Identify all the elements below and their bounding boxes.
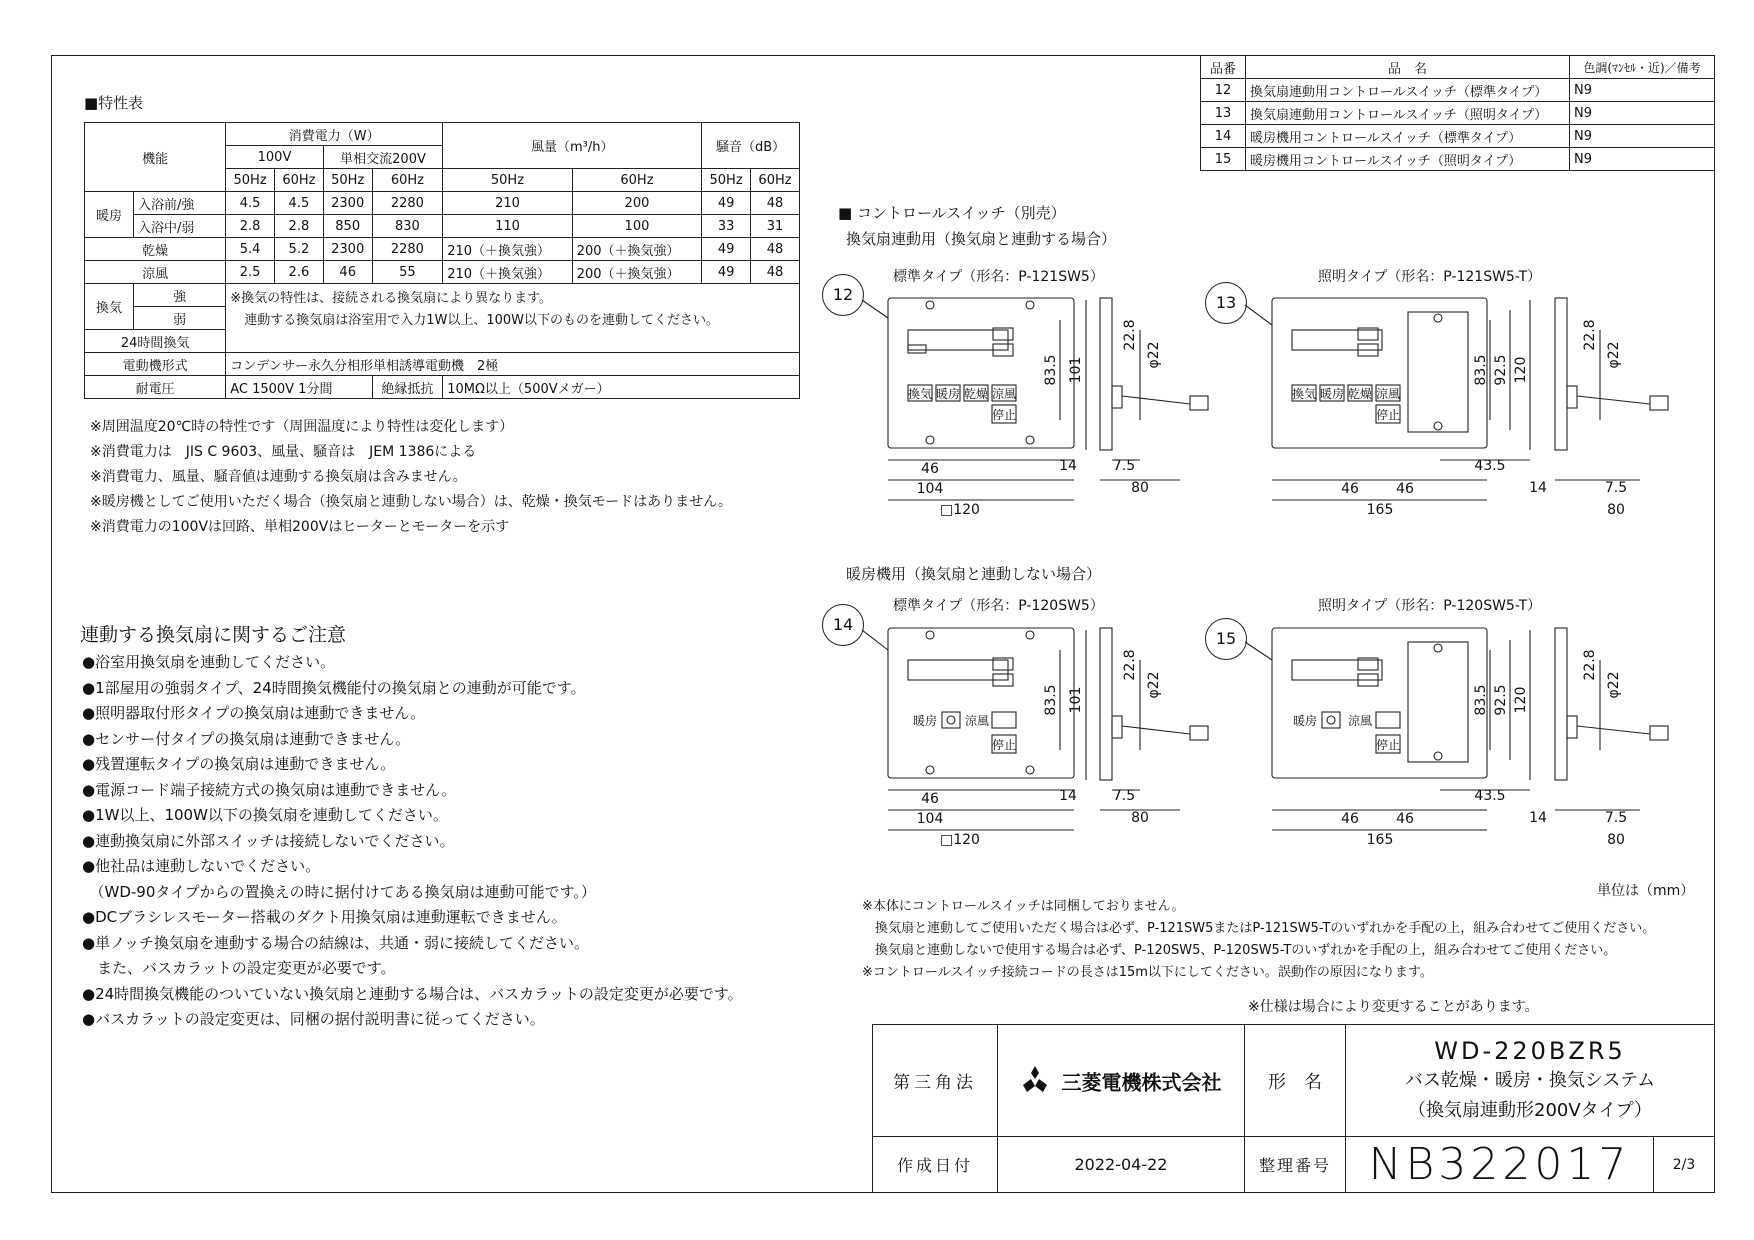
caution-item: ●1W以上、100W以下の換気扇を連動してください。 <box>82 806 448 824</box>
caution-item: ●他社品は連動しないでください。 <box>82 857 321 875</box>
spec-cell: 2280 <box>372 192 443 215</box>
heater-label-15: 暖房 <box>1292 714 1318 728</box>
spec-change-note: ※仕様は場合により変更することがあります。 <box>1248 999 1539 1015</box>
dim-phi22: φ22 <box>1146 341 1162 369</box>
vent-note-2: 連動する換気扇は浴室用で入力1W以上、100W以下のものを連動してください。 <box>244 313 719 328</box>
spec-note: ※周囲温度20℃時の特性です（周囲温度により特性は変化します） <box>90 419 514 435</box>
callout-13: 13 <box>1205 282 1247 324</box>
vent-strong: 強 <box>134 284 226 307</box>
drawing-note: 換気扇と連動しないで使用する場合は必ず、P-120SW5、P-120SW5-Tのいずれかを手配の上，組み合わせてご使用ください。 <box>862 943 1617 958</box>
spec-mode: 涼風 <box>85 261 226 284</box>
callout-14: 14 <box>822 604 864 646</box>
dim-43-5: 43.5 <box>1474 788 1506 804</box>
motor-label: 電動機形式 <box>85 353 226 376</box>
btn-dry-13: 乾燥 <box>1347 387 1373 401</box>
caution-item: （WD-90タイプからの置換えの時に据付けてある換気扇は連動可能です。） <box>82 882 596 901</box>
dim-46: 46 <box>1341 481 1359 497</box>
dim-46: 46 <box>1341 811 1359 827</box>
hz-cell: 50Hz <box>226 169 275 192</box>
dim-104: 104 <box>916 481 944 497</box>
dim-22-8: 22.8 <box>1582 319 1598 351</box>
spec-cell: 55 <box>372 261 443 284</box>
parts-head-no: 品番 <box>1201 56 1246 79</box>
dim-165: 165 <box>1366 832 1394 848</box>
dim-14: 14 <box>1529 480 1547 496</box>
btn-vent-13: 換気 <box>1291 387 1317 401</box>
dim-165: 165 <box>1366 502 1394 518</box>
spec-cell: 49 <box>702 192 751 215</box>
model-label: 形 名 <box>1245 1025 1346 1137</box>
vent-label: 換気 <box>85 284 134 330</box>
dim-120: □120 <box>940 832 980 848</box>
dim-83-5: 83.5 <box>1043 354 1059 386</box>
label-std14: 標準タイプ（形名：P-120SW5） <box>893 598 1104 614</box>
parts-color: N9 <box>1570 102 1715 125</box>
btn-heat-12: 暖房 <box>935 387 961 401</box>
spec-note: ※消費電力、風量、騒音値は連動する換気扇は含みません。 <box>90 469 467 485</box>
voltage-label: 耐電圧 <box>85 376 226 399</box>
hz-cell: 50Hz <box>323 169 372 192</box>
caution-title: 連動する換気扇に関するご注意 <box>80 624 347 646</box>
caution-item: ●単ノッチ換気扇を連動する場合の結線は、共通・弱に接続してください。 <box>82 933 590 952</box>
dim-46: 46 <box>1396 481 1414 497</box>
spec-cell: 4.5 <box>226 192 275 215</box>
btn-cool-13: 涼風 <box>1375 387 1401 401</box>
dim-14: 14 <box>1059 788 1077 804</box>
label-lit13: 照明タイプ（形名：P-121SW5-T） <box>1318 269 1542 285</box>
dim-101: 101 <box>1068 356 1084 384</box>
spec-cell: 5.2 <box>275 238 324 261</box>
hz-cell: 60Hz <box>751 169 800 192</box>
spec-cell: 2.6 <box>275 261 324 284</box>
dim-92-5: 92.5 <box>1493 684 1509 716</box>
spec-mode: 乾燥 <box>85 238 226 261</box>
spec-cell: 200（＋換気強） <box>572 261 701 284</box>
spec-cell: 210（＋換気強） <box>443 261 572 284</box>
cool-label-14: 涼風 <box>964 714 990 728</box>
spec-cell: 110 <box>443 215 572 238</box>
motor-value: コンデンサー永久分相形単相誘導電動機 2極 <box>226 353 800 376</box>
dim-46: 46 <box>921 791 939 807</box>
hz-cell: 50Hz <box>702 169 751 192</box>
dim-43-5: 43.5 <box>1474 458 1506 474</box>
caution-item: ●DCブラシレスモーター搭載のダクト用換気扇は連動運転できません。 <box>82 908 567 926</box>
spec-head-airflow: 風量（m³/h） <box>443 123 702 169</box>
drawing-notes <box>862 896 1655 984</box>
btn-dry-12: 乾燥 <box>963 387 989 401</box>
spec-cell: 200（＋換気強） <box>572 238 701 261</box>
page-number: 2/3 <box>1654 1137 1715 1193</box>
spec-head-function: 機能 <box>85 123 226 192</box>
caution-item: ●浴室用換気扇を連動してください。 <box>82 653 336 671</box>
btn-heat-13: 暖房 <box>1319 387 1345 401</box>
drawing-number: NB322017 <box>1346 1137 1654 1193</box>
caution-item: ●24時間換気機能のついていない換気扇と連動する場合は、バスカラットの設定変更が必要です。 <box>82 984 743 1003</box>
dim-92-5: 92.5 <box>1493 354 1509 386</box>
dim-46: 46 <box>921 461 939 477</box>
projection-label: 第三角法 <box>873 1025 998 1137</box>
spec-cell: 830 <box>372 215 443 238</box>
heater-label-14: 暖房 <box>912 714 938 728</box>
dim-80: 80 <box>1131 810 1149 826</box>
title-block <box>872 1024 1715 1193</box>
parts-name: 暖房機用コントロールスイッチ（照明タイプ） <box>1246 148 1570 171</box>
spec-section-title: ■特性表 <box>84 94 144 112</box>
insulation-value: 10MΩ以上（500Vメガー） <box>443 376 800 399</box>
drawings-title: ■ コントロールスイッチ（別売） <box>838 204 1066 222</box>
dim-120: 120 <box>1513 686 1529 714</box>
spec-cell: 850 <box>323 215 372 238</box>
heater-title: 暖房機用（換気扇と連動しない場合） <box>846 565 1102 583</box>
label-lit15: 照明タイプ（形名：P-120SW5-T） <box>1318 598 1542 614</box>
caution-item: ●電源コード端子接続方式の換気扇は連動できません。 <box>82 780 456 799</box>
parts-name: 換気扇連動用コントロールスイッチ（標準タイプ） <box>1246 79 1570 102</box>
vent-weak: 弱 <box>134 307 226 330</box>
parts-color: N9 <box>1570 148 1715 171</box>
insulation-label: 絶縁抵抗 <box>372 376 443 399</box>
spec-head-power: 消費電力（W） <box>226 123 443 146</box>
caution-item: ●センサー付タイプの換気扇は連動できません。 <box>82 729 411 748</box>
parts-name: 換気扇連動用コントロールスイッチ（照明タイプ） <box>1246 102 1570 125</box>
btn-cool-12: 涼風 <box>991 387 1017 401</box>
spec-cell: 2.8 <box>275 215 324 238</box>
spec-cell: 49 <box>702 238 751 261</box>
vent-note-1: ※換気の特性は、接続される換気扇により異なります。 <box>230 291 553 306</box>
voltage-value: AC 1500V 1分間 <box>226 376 372 399</box>
model-desc-1: バス乾燥・暖房・換気システム <box>1404 1069 1656 1091</box>
dim-83-5: 83.5 <box>1473 354 1489 386</box>
hz-cell: 60Hz <box>572 169 701 192</box>
dim-83-5: 83.5 <box>1473 684 1489 716</box>
vent-24h: 24時間換気 <box>85 330 226 353</box>
dim-22-8: 22.8 <box>1122 319 1138 351</box>
parts-head-color: 色調(ﾏﾝｾﾙ・近)／備考 <box>1570 56 1715 79</box>
spec-cell: 33 <box>702 215 751 238</box>
dim-14: 14 <box>1529 810 1547 826</box>
dim-phi22: φ22 <box>1146 671 1162 699</box>
spec-cell: 2.5 <box>226 261 275 284</box>
hz-cell: 60Hz <box>275 169 324 192</box>
parts-name: 暖房機用コントロールスイッチ（標準タイプ） <box>1246 125 1570 148</box>
drawing-note: ※本体にコントロールスイッチは同梱しておりません。 <box>862 899 1185 914</box>
spec-cell: 5.4 <box>226 238 275 261</box>
caution-item: ●バスカラットの設定変更は、同梱の据付説明書に従ってください。 <box>82 1010 545 1028</box>
parts-no: 15 <box>1201 148 1246 171</box>
parts-color: N9 <box>1570 79 1715 102</box>
dim-22-8: 22.8 <box>1122 649 1138 681</box>
spec-cell: 100 <box>572 215 701 238</box>
creation-date: 2022-04-22 <box>998 1137 1245 1193</box>
spec-mode: 入浴中/弱 <box>134 215 226 238</box>
parts-head-name: 品 名 <box>1246 56 1570 79</box>
dim-80: 80 <box>1607 832 1625 848</box>
spec-group: 暖房 <box>85 192 134 238</box>
date-label: 作成日付 <box>873 1137 998 1193</box>
spec-note: ※消費電力は JIS C 9603、風量、騒音は JEM 1386による <box>90 444 477 460</box>
dim-80: 80 <box>1607 502 1625 518</box>
btn-stop-15: 停止 <box>1375 738 1401 752</box>
spec-note: ※消費電力の100Vは回路、単相200Vはヒーターとモーターを示す <box>90 519 510 535</box>
number-label: 整理番号 <box>1245 1137 1346 1193</box>
dim-14: 14 <box>1059 458 1077 474</box>
callout-15: 15 <box>1205 618 1247 660</box>
dim-83-5: 83.5 <box>1043 684 1059 716</box>
callout-12: 12 <box>822 274 864 316</box>
caution-item: ●連動換気扇に外部スイッチは接続しないでください。 <box>82 831 455 850</box>
spec-head-100v: 100V <box>226 146 324 169</box>
model-number: WD-220BZR5 <box>1434 1036 1626 1065</box>
dim-104: 104 <box>916 811 944 827</box>
model-desc-2: （換気扇連動形200Vタイプ） <box>1408 1099 1652 1121</box>
label-std12: 標準タイプ（形名：P-121SW5） <box>893 269 1104 285</box>
hz-cell: 50Hz <box>443 169 572 192</box>
spec-cell: 2300 <box>323 238 372 261</box>
dim-120: □120 <box>940 502 980 518</box>
dim-80: 80 <box>1131 480 1149 496</box>
dim-7-5: 7.5 <box>1604 810 1628 826</box>
mitsubishi-logo-icon <box>1020 1066 1050 1096</box>
spec-cell: 48 <box>751 261 800 284</box>
cool-label-15: 涼風 <box>1347 714 1373 728</box>
dim-46: 46 <box>1396 811 1414 827</box>
parts-no: 14 <box>1201 125 1246 148</box>
dim-phi22: φ22 <box>1606 341 1622 369</box>
dim-7-5: 7.5 <box>1112 458 1136 474</box>
btn-stop-13: 停止 <box>1375 408 1401 422</box>
btn-vent-12: 換気 <box>907 387 933 401</box>
spec-cell: 2300 <box>323 192 372 215</box>
caution-item: ●1部屋用の強弱タイプ、24時間換気機能付の換気扇との連動が可能です。 <box>82 678 586 697</box>
spec-cell: 49 <box>702 261 751 284</box>
spec-mode: 入浴前/強 <box>134 192 226 215</box>
dim-phi22: φ22 <box>1606 671 1622 699</box>
spec-head-noise: 騒音（dB） <box>702 123 800 169</box>
caution-item: ●照明器取付形タイプの換気扇は連動できません。 <box>82 704 426 722</box>
company-name: 三菱電機株式会社 <box>1061 1070 1222 1094</box>
parts-no: 13 <box>1201 102 1246 125</box>
unit-label: 単位は（mm） <box>1597 883 1695 899</box>
drawing-note: ※コントロールスイッチ接続コードの長さは15m以下にしてください。誤動作の原因になります。 <box>862 965 1433 980</box>
parts-no: 12 <box>1201 79 1246 102</box>
spec-cell: 4.5 <box>275 192 324 215</box>
parts-color: N9 <box>1570 125 1715 148</box>
dim-101: 101 <box>1068 686 1084 714</box>
dim-22-8: 22.8 <box>1582 649 1598 681</box>
linked-title: 換気扇連動用（換気扇と連動する場合） <box>846 230 1117 248</box>
spec-cell: 31 <box>751 215 800 238</box>
spec-cell: 210 <box>443 192 572 215</box>
spec-cell: 46 <box>323 261 372 284</box>
spec-note: ※暖房機としてご使用いただく場合（換気扇と連動しない場合）は、乾燥・換気モードはありません。 <box>90 494 733 510</box>
drawing-note: 換気扇と連動してご使用いただく場合は必ず、P-121SW5またはP-121SW5-Tのいずれかを手配の上，組み合わせてご使用ください。 <box>862 921 1656 936</box>
caution-item: ●残置運転タイプの換気扇は連動できません。 <box>82 755 396 773</box>
spec-cell: 200 <box>572 192 701 215</box>
spec-cell: 48 <box>751 238 800 261</box>
btn-stop-14: 停止 <box>991 738 1017 752</box>
dim-120: 120 <box>1513 356 1529 384</box>
spec-cell: 48 <box>751 192 800 215</box>
btn-stop-12: 停止 <box>991 408 1017 422</box>
spec-cell: 2.8 <box>226 215 275 238</box>
dim-7-5: 7.5 <box>1112 788 1136 804</box>
hz-cell: 60Hz <box>372 169 443 192</box>
dim-7-5: 7.5 <box>1604 480 1628 496</box>
spec-cell: 2280 <box>372 238 443 261</box>
spec-head-200v: 単相交流200V <box>323 146 442 169</box>
spec-cell: 210（＋換気強） <box>443 238 572 261</box>
caution-item: また、バスカラットの設定変更が必要です。 <box>82 959 396 977</box>
